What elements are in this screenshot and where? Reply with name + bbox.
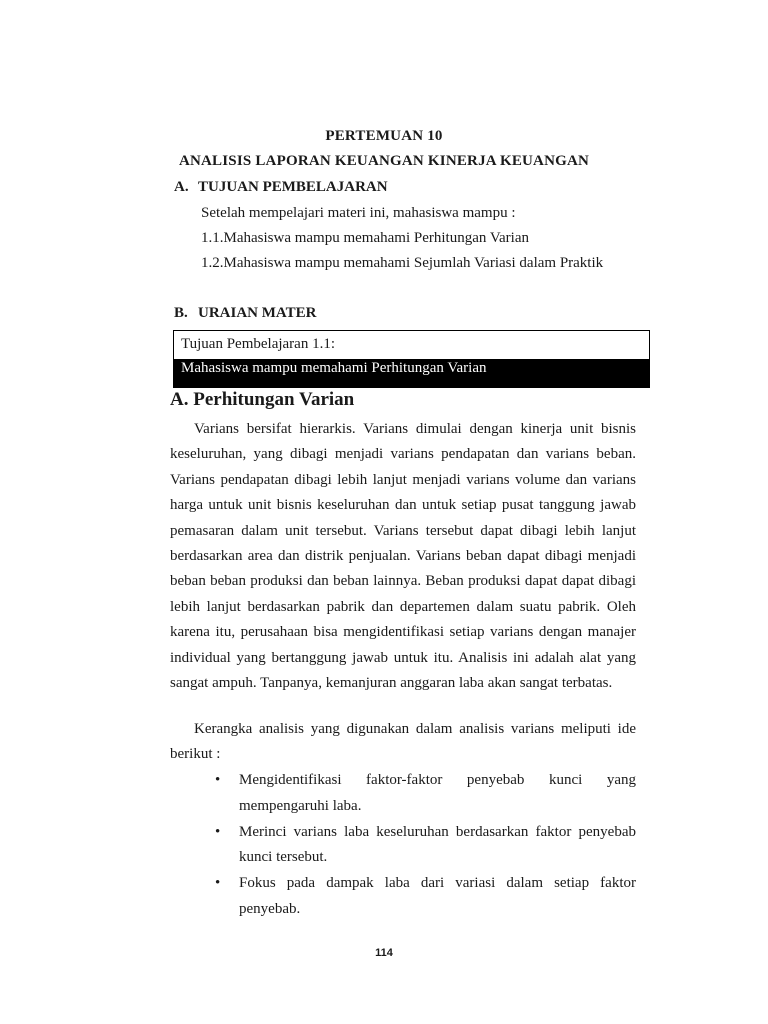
section-a-title: TUJUAN PEMBELAJARAN [198,179,388,195]
bullet-item [215,768,636,820]
objectives-intro: Setelah mempelajari materi ini, mahasiswa mampu : [201,205,516,221]
bullet-text: Merinci varians laba keseluruhan berdasarkan faktor penyebab kunci tersebut. [239,823,636,866]
bullet-icon: • [215,875,221,892]
bullet-icon: • [215,772,221,788]
objective-box-label: Tujuan Pembelajaran 1.1: [181,336,336,352]
section-a-letter: A. [174,179,189,195]
meeting-title: PERTEMUAN 10 [325,128,443,144]
bullet-text: Mengidentifikasi faktor-faktor penyebab kunci yang mempengaruhi laba. [239,772,636,814]
objective-box-text: Mahasiswa mampu memahami Perhitungan Varian [174,359,649,387]
bullet-list [215,768,636,923]
paragraph-2: Kerangka analisis yang digunakan dalam analisis varians meliputi ide berikut : [170,721,636,763]
bullet-text: Fokus pada dampak laba dari variasi dalam setiap faktor penyebab. [239,875,636,917]
paragraph-1: Varians bersifat hierarkis. Varians dimulai dengan kinerja unit bisnis keseluruhan, yang dibagi menjadi varians pendapatan dan varians beban. Varians pendapatan dibagi lebih lanjut menjadi varians volume dan varians harga untuk unit bisnis keseluruhan dan untuk setiap pusat tanggung jawab pemasaran dalam unit tersebut. Varians tersebut dapat dibagi lebih lanjut berdasarkan area dan distrik penjualan. Varians beban dapat dibagi menjadi beban beban produksi dan beban lainnya. Beban produksi dapat dapat dibagi lebih lanjut berdasarkan pabrik dan departemen dalam suatu pabrik. Oleh karena itu, perusahaan bisa mengidentifikasi setiap varians dengan manajer individual yang bertanggung jawab untuk itu. Analisis ini adalah alat yang sangat ampuh. Tanpanya, kemanjuran anggaran laba akan sangat terbatas. [170,421,636,692]
bullet-item [215,871,636,923]
page-number: 114 [375,947,393,959]
bullet-icon: • [215,823,221,840]
content-heading: A. Perhitungan Varian [170,389,355,410]
bullet-item [215,820,636,872]
section-b-letter: B. [174,305,188,321]
learning-objective-box [173,330,650,388]
document-subtitle: ANALISIS LAPORAN KEUANGAN KINERJA KEUANGAN [178,153,590,169]
section-b-title: URAIAN MATER [198,305,317,321]
objective-item-2: 1.2.Mahasiswa mampu memahami Sejumlah Variasi dalam Praktik [201,255,604,271]
objective-item-1: 1.1.Mahasiswa mampu memahami Perhitungan Varian [201,230,529,246]
